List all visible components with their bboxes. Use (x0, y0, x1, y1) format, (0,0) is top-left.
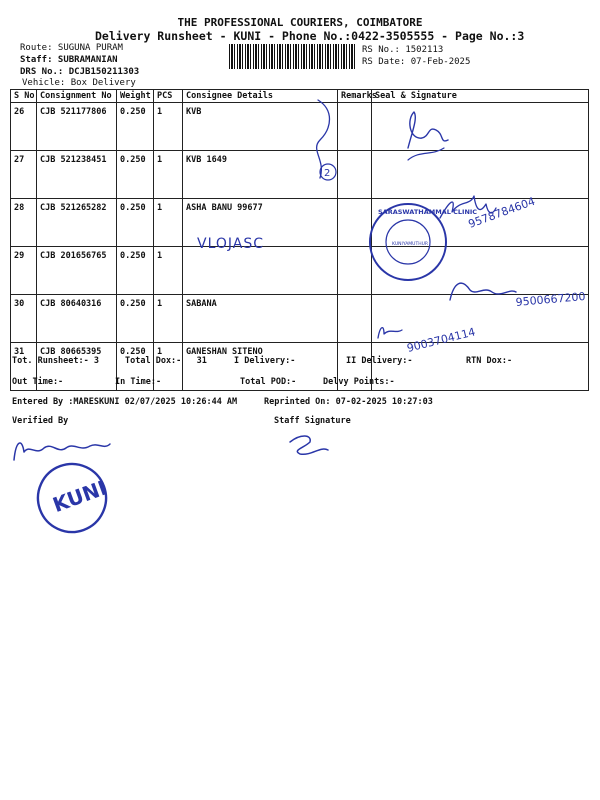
tot-runsheet: Tot. Runsheet:- 3 (12, 356, 99, 366)
col-seal: Seal & Signature (372, 90, 589, 103)
cell-pcs: 1 (154, 343, 183, 391)
delvy-points: Delvy Points:- (323, 377, 395, 387)
cell-consignment: CJB 201656765 (37, 247, 117, 295)
col-consignment: Consignment No (37, 90, 117, 103)
kuni-stamp-text: KUNI (49, 475, 110, 518)
cell-pcs: 1 (154, 151, 183, 199)
total-pod: Total POD:- (240, 377, 297, 387)
kuni-stamp (28, 454, 117, 542)
stamp-text: SARASWATHAMMAL CLINIC (378, 208, 478, 216)
cell-weight: 0.250 (117, 103, 154, 151)
ii-delivery: II Delivery:- (346, 356, 413, 366)
signature-row30 (450, 283, 516, 300)
cell-consignee: KVB (183, 103, 338, 151)
rtn-dox: RTN Dox:- (466, 356, 513, 366)
cell-sno: 28 (11, 199, 37, 247)
cell-consignment: CJB 521238451 (37, 151, 117, 199)
staff-label: Staff: SUBRAMANIAN (20, 55, 118, 65)
cell-pcs: 1 (154, 199, 183, 247)
cell-consignee: ASHA BANU 99677 (183, 199, 338, 247)
phone-row31: 9003704114 (405, 325, 477, 355)
cell-weight: 0.250 (117, 247, 154, 295)
staff-signature (290, 436, 328, 454)
cell-pcs: 1 (154, 247, 183, 295)
cell-consignee: GANESHAN SITENO (183, 343, 338, 391)
cell-sno: 26 (11, 103, 37, 151)
signature-row31 (378, 328, 402, 338)
company-title: THE PROFESSIONAL COURIERS, COIMBATORE (177, 16, 423, 29)
cell-consignee: SABANA (183, 295, 338, 343)
drs-number: DRS No.: DCJB150211303 (20, 67, 140, 77)
cell-consignment: CJB 521265282 (37, 199, 117, 247)
col-sno: S No (11, 90, 37, 103)
verified-signature (14, 443, 110, 460)
phone-row30: 9500667200 (515, 289, 586, 309)
reprinted-on: Reprinted On: 07-02-2025 10:27:03 (264, 397, 433, 407)
col-weight: Weight (117, 90, 154, 103)
cell-pcs: 1 (154, 295, 183, 343)
in-time: In Time:- (115, 377, 162, 387)
cell-consignment: CJB 80665395 (37, 343, 117, 391)
entered-by: Entered By :MARESKUNI 02/07/2025 10:26:44 AM (12, 397, 238, 407)
signature-row26 (408, 112, 448, 148)
out-time: Out Time:- (12, 377, 64, 387)
stamp-inner-text: KUNIYAMUTHUR (392, 242, 429, 247)
cell-weight: 0.250 (117, 343, 154, 391)
cell-weight: 0.250 (117, 295, 154, 343)
cell-consignment: CJB 80640316 (37, 295, 117, 343)
col-pcs: PCS (154, 90, 183, 103)
cell-weight: 0.250 (117, 151, 154, 199)
cell-sno: 30 (11, 295, 37, 343)
cell-pcs: 1 (154, 103, 183, 151)
cell-consignment: CJB 521177806 (37, 103, 117, 151)
rs-date: RS Date: 07-Feb-2025 (362, 57, 471, 67)
cell-sno: 31 (11, 343, 37, 391)
col-remarks: Remarks (338, 90, 372, 103)
i-delivery: I Delivery:- (234, 356, 296, 366)
row29-handwritten-name: VLOJASC (197, 236, 265, 252)
circled-mark-text: 2 (324, 168, 331, 179)
rs-number: RS No.: 1502113 (362, 45, 444, 55)
cell-sno: 29 (11, 247, 37, 295)
clinic-stamp (370, 204, 477, 280)
phone-row28: 9578784604 (466, 194, 537, 231)
cell-sno: 27 (11, 151, 37, 199)
col-consignee: Consignee Details (183, 90, 338, 103)
signature-row27 (408, 148, 444, 160)
verified-by-label: Verified By (12, 416, 69, 426)
cell-weight: 0.250 (117, 199, 154, 247)
runsheet-subtitle: Delivery Runsheet - KUNI - Phone No.:0422-3505555 - Page No.:3 (95, 29, 525, 43)
cell-consignee: KVB 1649 (183, 151, 338, 199)
bottom-signatures (0, 420, 600, 550)
staff-signature-label: Staff Signature (274, 416, 351, 426)
route-label: Route: SUGUNA PURAM (20, 43, 123, 53)
vehicle-label: Vehicle: Box Delivery (22, 78, 136, 88)
total-dox: Total Dox:- 31 (125, 356, 207, 366)
